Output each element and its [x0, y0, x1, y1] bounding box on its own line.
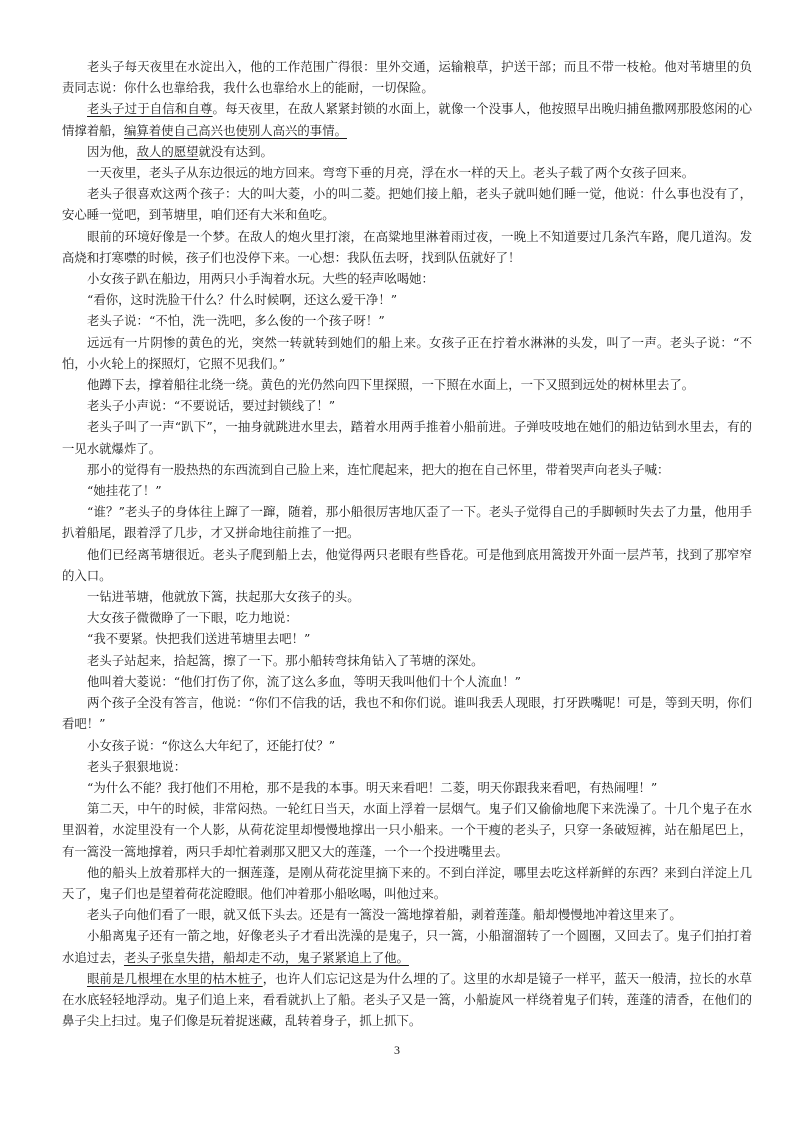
text-segment: 第二天，中午的时候，非常闷热。一轮红日当天，水面上浮着一层烟气。鬼子们又偷偷地爬下来洗澡了。十几个鬼子在水里泅着，水淀里没有一个人影，从荷花淀里却慢慢地撑出一只小船来。一个干瘦的老头子，只穿一条破短裤，站在船尾巴上，有一篙没一篙地撑着，两只手却忙着剥那又肥又大的莲蓬，一个一个投进嘴里去。 — [62, 801, 752, 859]
text-segment: 因为他， — [87, 143, 137, 159]
underlined-text: 编算着使自己高兴也使别人高兴的事情。 — [123, 122, 347, 138]
text-segment: 老头子很喜欢这两个孩子：大的叫大菱，小的叫二菱。把她们接上船，老头子就叫她们睡一觉，他说：什么事也没有了，安心睡一觉吧，到苇塘里，咱们还有大米和鱼吃。 — [62, 186, 752, 223]
paragraph — [62, 289, 752, 310]
paragraph — [62, 671, 752, 692]
paragraph — [62, 862, 752, 904]
underlined-text: 眼前是几根埋在水里的枯木桩子 — [87, 970, 263, 986]
text-segment: 两个孩子全没有答言，他说：“你们不信我的话，我也不和你们说。谁叫我丢人现眼，打牙跌嘴呢！可是，等到天明，你们看吧！” — [62, 695, 752, 732]
text-segment: 。每天夜里，在敌人紧紧封锁的水面上，就像一个没事人，他按照早出晚归捕鱼撒网那股悠闲的心情撑着船， — [62, 101, 753, 138]
underlined-text: 老头子张皇失措，船却走不动，鬼子紧紧追上了他。 — [123, 949, 409, 965]
paragraph — [62, 480, 752, 501]
paragraph — [62, 777, 752, 798]
text-segment: “她挂花了！” — [87, 483, 162, 499]
text-segment: 他叫着大菱说：“他们打伤了你，流了这么多血，等明天我叫他们十个人流血！” — [87, 673, 521, 689]
page-number: 3 — [394, 1043, 400, 1057]
paragraph — [62, 374, 752, 395]
paragraph — [62, 459, 752, 480]
paragraph — [62, 162, 752, 183]
text-segment: 一天夜里，老头子从东边很远的地方回来。弯弯下垂的月亮，浮在水一样的天上。老头子载了两个女孩子回来。 — [87, 165, 695, 181]
text-segment: “我不要紧。快把我们送进苇塘里去吧！” — [87, 631, 311, 647]
paragraph — [62, 650, 752, 671]
text-segment: 小船离鬼子还有一箭之地，好像老头子才看出洗澡的是鬼子，只一篙，小船溜溜转了一个圆圈，又回去了。鬼子们拍打着水追过去， — [62, 928, 752, 965]
underlined-text: 敌人的愿望 — [136, 143, 199, 159]
text-segment: 远远有一片阴惨的黄色的光，突然一转就转到她们的船上来。女孩子正在拧着水淋淋的头发，叫了一声。老头子说：“不怕，小火轮上的探照灯，它照不见我们。” — [62, 334, 752, 371]
paragraph — [62, 904, 752, 925]
text-segment: “看你，这时洗脸干什么？什么时候啊，还这么爱干净！” — [87, 292, 398, 308]
text-segment: 眼前的环境好像是一个梦。在敌人的炮火里打滚，在高粱地里淋着雨过夜，一晚上不知道要过几条汽车路，爬几道沟。发高烧和打寒噤的时候，孩子们也没停下来。一心想：我队伍去呀，找到队伍就好了！ — [62, 228, 752, 265]
text-segment: 老头子叫了一声“趴下”，一抽身就跳进水里去，踏着水用两手推着小船前进。子弹吱吱地在她们的船边钻到水里去，有的一见水就爆炸了。 — [62, 419, 752, 456]
paragraph — [62, 395, 752, 416]
paragraph — [62, 586, 752, 607]
underlined-text: 老头子过于自信和自尊 — [87, 101, 213, 117]
text-segment: 他蹲下去，撑着船往北绕一绕。黄色的光仍然向四下里探照，一下照在水面上，一下又照到远处的树林里去了。 — [87, 377, 695, 393]
text-segment: “谁？”老头子的身体往上蹿了一蹿，随着，那小船很厉害地仄歪了一下。老头子觉得自己的手脚顿时失去了力量，他用手扒着船尾，跟着浮了几步，才又拼命地往前推了一把。 — [62, 504, 752, 541]
text-segment: 就没有达到。 — [198, 143, 273, 159]
paragraph — [62, 544, 752, 586]
text-segment: ，也许人们忘记这是为什么埋的了。这里的水却是镜子一样平，蓝天一般清，拉长的水草在水底轻轻地浮动。鬼子们追上来，看看就扒上了船。老头子又是一篙，小船旋风一样绕着鬼子们转，莲蓬的清香，在他们的鼻子尖上扫过。鬼子们像是玩着捉迷藏，乱转着身子，抓上抓下。 — [62, 970, 753, 1029]
paragraph — [62, 98, 752, 140]
paragraph — [62, 183, 752, 225]
paragraph — [62, 332, 752, 374]
paragraph — [62, 925, 752, 967]
text-segment: 老头子小声说：“不要说话，要过封锁线了！” — [87, 398, 336, 414]
paragraph — [62, 798, 752, 862]
text-segment: 小女孩子趴在船边，用两只小手淘着水玩。大些的轻声吆喝她： — [87, 271, 434, 287]
paragraph — [62, 141, 752, 162]
text-segment: 他的船头上放着那样大的一捆莲蓬，是刚从荷花淀里摘下来的。不到白洋淀，哪里去吃这样新鲜的东西？来到白洋淀上几天了，鬼子们也是望着荷花淀瞪眼。他们冲着那小船吆喝，叫他过来。 — [62, 864, 752, 901]
text-segment: 那小的觉得有一股热热的东西流到自己脸上来，连忙爬起来，把大的抱在自己怀里，带着哭声向老头子喊： — [87, 461, 670, 477]
text-segment: 老头子狠狠地说： — [87, 758, 187, 774]
paragraph — [62, 501, 752, 543]
text-segment: 大女孩子微微睁了一下眼，吃力地说： — [87, 610, 298, 626]
text-segment: 老头子向他们看了一眼，就又低下头去。还是有一篙没一篙地撑着船，剥着莲蓬。船却慢慢地冲着这里来了。 — [87, 907, 682, 923]
text-segment: 老头子说：“不怕，洗一洗吧，多么俊的一个孩子呀！” — [87, 313, 385, 329]
text-segment: 一钻进苇塘，他就放下篙，扶起那大女孩子的头。 — [87, 589, 360, 605]
text-segment: 老头子站起来，拾起篙，擦了一下。那小船转弯抹角钻入了苇塘的深处。 — [87, 652, 484, 668]
document-body — [62, 56, 752, 1031]
paragraph — [62, 268, 752, 289]
paragraph — [62, 692, 752, 734]
paragraph — [62, 416, 752, 458]
paragraph — [62, 628, 752, 649]
paragraph — [62, 756, 752, 777]
text-segment: 小女孩子说：“你这么大年纪了，还能打仗？” — [87, 737, 336, 753]
text-segment: 老头子每天夜里在水淀出入，他的工作范围广得很：里外交通，运输粮草，护送干部；而且不带一枝枪。他对苇塘里的负责同志说：你什么也靠给我，我什么也靠给水上的能耐，一切保险。 — [62, 59, 752, 96]
text-segment: “为什么不能？我打他们不用枪，那不是我的本事。明天来看吧！二菱，明天你跟我来看吧，有热闹哩！” — [87, 779, 658, 795]
paragraph — [62, 968, 752, 1032]
text-segment: 他们已经离苇塘很近。老头子爬到船上去，他觉得两只老眼有些昏花。可是他到底用篙拨开外面一层芦苇，找到了那窄窄的入口。 — [62, 546, 752, 583]
paragraph — [62, 56, 752, 98]
paragraph — [62, 735, 752, 756]
paragraph — [62, 226, 752, 268]
paragraph — [62, 310, 752, 331]
paragraph — [62, 607, 752, 628]
